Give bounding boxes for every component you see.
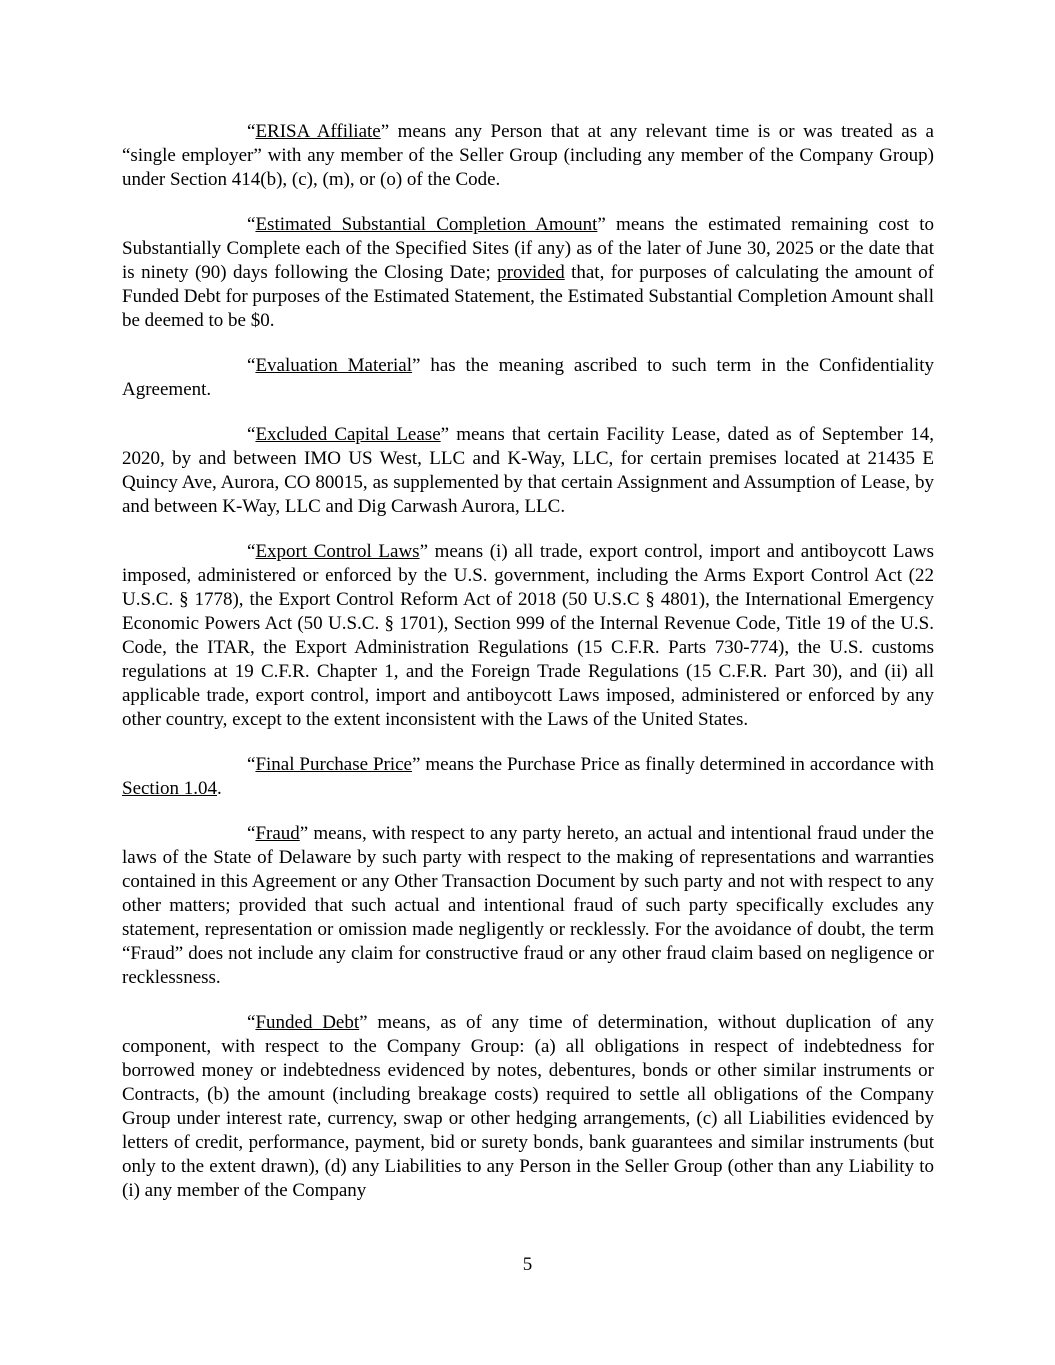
paragraph-text: ” means, with respect to any party hereto, an actual and intentional fraud under the laws of the State of Delaware by such party with respect to the making of representations and warranties contained in this Agreement or any Other Transaction Document by such party and not with respect to any other matters; provided that such actual and intentional fraud of such party specifically excludes any statement, representation or omission made negligently or recklessly. For the avoidance of doubt, the term “Fraud” does not include any claim for constructive fraud or any other fraud claim based on negligence or recklessness. — [122, 823, 934, 988]
paragraph-text: “ — [247, 754, 256, 775]
paragraph-text: ” means the estimated remaining cost to Substantially Complete each of the Specified Sites (if any) as of the later of June 30, 2025 or the date that is ninety (90) days following the Closing Date; — [122, 214, 934, 283]
paragraph-text: that, for purposes of calculating the amount of Funded Debt for purposes of the Estimated Statement, the Estimated Substantial Completion Amount shall be deemed to be $0. — [122, 262, 934, 331]
paragraph-text: “ — [247, 823, 256, 844]
defined-term: ERISA Affiliate — [255, 121, 381, 142]
paragraph-text: ” means (i) all trade, export control, import and antiboycott Laws imposed, administered or enforced by the U.S. government, including the Arms Export Control Act (22 U.S.C. § 1778), the Export Control Reform Act of 2018 (50 U.S.C § 4801), the International Emergency Economic Powers Act (50 U.S.C. § 1701), Section 999 of the Internal Revenue Code, Title 19 of the U.S. Code, the ITAR, the Export Administration Regulations (15 C.F.R. Parts 730-774), the U.S. customs regulations at 19 C.F.R. Chapter 1, and the Foreign Trade Regulations (15 C.F.R. Part 30), and (ii) all applicable trade, export control, import and antiboycott Laws imposed, administered or enforced by any other country, except to the extent inconsistent with the Laws of the United States. — [122, 541, 934, 730]
paragraph-text: “ — [247, 355, 256, 376]
defined-term: Excluded Capital Lease — [255, 424, 441, 445]
defined-term: Export Control Laws — [255, 541, 420, 562]
emphasized-word: provided — [497, 262, 565, 283]
definition-paragraph — [122, 354, 934, 402]
defined-term: Estimated Substantial Completion Amount — [255, 214, 598, 235]
paragraph-text: ” means that certain Facility Lease, dated as of September 14, 2020, by and between IMO US West, LLC and K-Way, LLC, for certain premises located at 21435 E Quincy Ave, Aurora, CO 80015, as supplemented by that certain Assignment and Assumption of Lease, by and between K-Way, LLC and Dig Carwash Aurora, LLC. — [122, 424, 935, 517]
page-number: 5 — [522, 1254, 533, 1275]
definition-paragraph — [122, 753, 934, 801]
defined-term: Final Purchase Price — [255, 754, 412, 775]
paragraph-text: “ — [247, 214, 256, 235]
paragraph-text: ” means the Purchase Price as finally determined in accordance with — [412, 754, 935, 775]
section-reference: Section 1.04 — [122, 778, 217, 799]
document-body — [122, 120, 934, 1224]
definition-paragraph — [122, 120, 934, 192]
paragraph-text: “ — [247, 1012, 256, 1033]
paragraph-text: ” means, as of any time of determination, without duplication of any component, with respect to the Company Group: (a) all obligations in respect of indebtedness for borrowed money or indebtedness evidenced by notes, debentures, bonds or other similar instruments or Contracts, (b) the amount (including breakage costs) required to settle all obligations of the Company Group under interest rate, currency, swap or other hedging arrangements, (c) all Liabilities evidenced by letters of credit, performance, payment, bid or surety bonds, bank guarantees and similar instruments (but only to the extent drawn), (d) any Liabilities to any Person in the Seller Group (other than any Liability to (i) any member of the Company — [122, 1012, 934, 1201]
paragraph-text: ” has the meaning ascribed to such term in the Confidentiality Agreement. — [122, 355, 934, 400]
definition-paragraph — [122, 213, 934, 333]
definition-paragraph — [122, 540, 934, 732]
definition-paragraph — [122, 1011, 934, 1203]
defined-term: Fraud — [255, 823, 300, 844]
defined-term: Funded Debt — [255, 1012, 360, 1033]
defined-term: Evaluation Material — [255, 355, 412, 376]
paragraph-text: ” means any Person that at any relevant time is or was treated as a “single employer” with any member of the Seller Group (including any member of the Company Group) under Section 414(b), (c), (m), or (o) of the Code. — [122, 121, 934, 190]
paragraph-text: “ — [247, 424, 256, 445]
definition-paragraph — [122, 423, 934, 519]
paragraph-text: “ — [247, 121, 256, 142]
definition-paragraph — [122, 822, 934, 990]
paragraph-text: “ — [247, 541, 256, 562]
paragraph-text: . — [217, 778, 222, 799]
